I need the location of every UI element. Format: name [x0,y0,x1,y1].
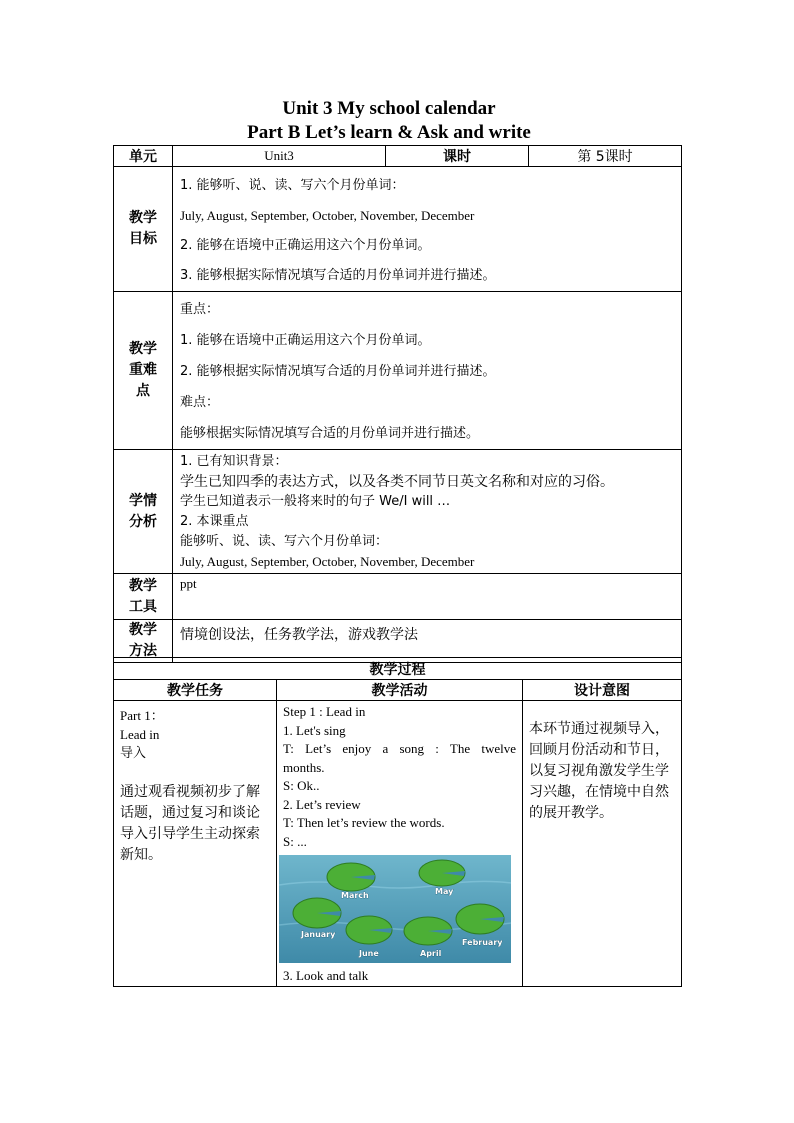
task-phase-cn: 导入 [120,746,147,761]
activity-line: 1. Let's sing [283,722,346,738]
lily-pad-january [293,898,341,928]
pond-word-april: April [420,949,442,958]
goal-line: 3. 能够根据实际情况填写合适的月份单词并进行描述。 [180,268,496,283]
keypoints-content [173,292,682,450]
activity-line: Step 1 : Lead in [283,704,366,719]
keypoint-line: 能够根据实际情况填写合适的月份单词并进行描述。 [180,426,480,441]
lesson-plan-table [113,145,682,663]
activity-line: 2. Let’s review [283,796,361,812]
goal-line: July, August, September, October, November, December [180,208,475,223]
activity-line: S: Ok.. [283,778,320,793]
goal-line: 1. 能够听、说、读、写六个月份单词： [180,178,405,193]
lily-pad-may [419,860,465,886]
analysis-line: 学生已知道表示一般将来时的句子 We/I will … [180,494,451,509]
pond-word-june: June [359,949,379,958]
methods-label: 教学 方法 [114,620,173,663]
activity-cell [277,701,523,987]
intent-cell: 本环节通过视频导入，回顾月份活动和节日，以复习视角激发学生学习兴趣，在情境中自然的展开教学。 [523,701,682,987]
lily-pad-june [346,916,392,944]
task-cell [114,701,277,987]
analysis-line: 能够听、说、读、写六个月份单词： [180,534,389,549]
pond-word-march: March [341,891,369,900]
lily-pad-april [404,917,452,945]
analysis-content [173,450,682,574]
goals-label: 教学 目标 [114,167,173,292]
analysis-label: 学情 分析 [114,450,173,574]
document-subtitle: Part B Let’s learn & Ask and write [247,122,531,143]
period-label: 课时 [386,146,529,167]
keypoint-line: 1. 能够在语境中正确运用这六个月份单词。 [180,333,431,348]
analysis-line: 2. 本课重点 [180,514,249,529]
keypoint-line: 2. 能够根据实际情况填写合适的月份单词并进行描述。 [180,364,496,379]
analysis-line: 学生已知四季的表达方式，以及各类不同节日英文名称和对应的习俗。 [180,474,614,490]
tools-content [173,574,682,620]
task-part: Part 1： [120,708,164,723]
activity-line: S: ... [283,833,307,849]
lily-pad-march [327,863,375,891]
unit-label: 单元 [114,146,173,167]
col-task-header: 教学任务 [114,680,277,701]
lily-pad-february [456,904,504,934]
tools-value: ppt [180,576,197,591]
task-description: 通过观看视频初步了解话题，通过复习和谈论导入引导学生主动探索新知。 [120,784,260,863]
lily-pond-image [279,855,511,963]
col-intent-header: 设计意图 [523,680,682,701]
methods-value: 情境创设法，任务教学法，游戏教学法 [180,627,418,643]
period-value: 第 5课时 [529,146,682,167]
col-activity-header: 教学活动 [277,680,523,701]
pond-word-february: February [462,938,503,947]
analysis-line: 1. 已有知识背景： [180,454,288,469]
tools-label: 教学 工具 [114,574,173,620]
analysis-line: July, August, September, October, November, December [180,554,475,569]
pond-word-january: January [301,930,336,939]
process-heading: 教学过程 [114,658,682,680]
document-title: Unit 3 My school calendar [282,98,496,119]
activity-line-last: 3. Look and talk [283,968,369,983]
goal-line: 2. 能够在语境中正确运用这六个月份单词。 [180,238,431,253]
keypoint-line: 难点： [180,395,220,410]
keypoint-line: 重点： [180,302,220,317]
task-phase: Lead in [120,727,160,742]
activity-line: T: Then let’s review the words. [283,815,445,830]
goals-content [173,167,682,292]
activity-line: T: Let’s enjoy a song : The twelve [283,741,516,756]
activity-line: months. [283,759,325,775]
unit-value: Unit3 [173,146,386,167]
keypoints-label: 教学 重难 点 [114,292,173,450]
pond-word-may: May [435,887,454,896]
teaching-process-table [113,657,682,987]
